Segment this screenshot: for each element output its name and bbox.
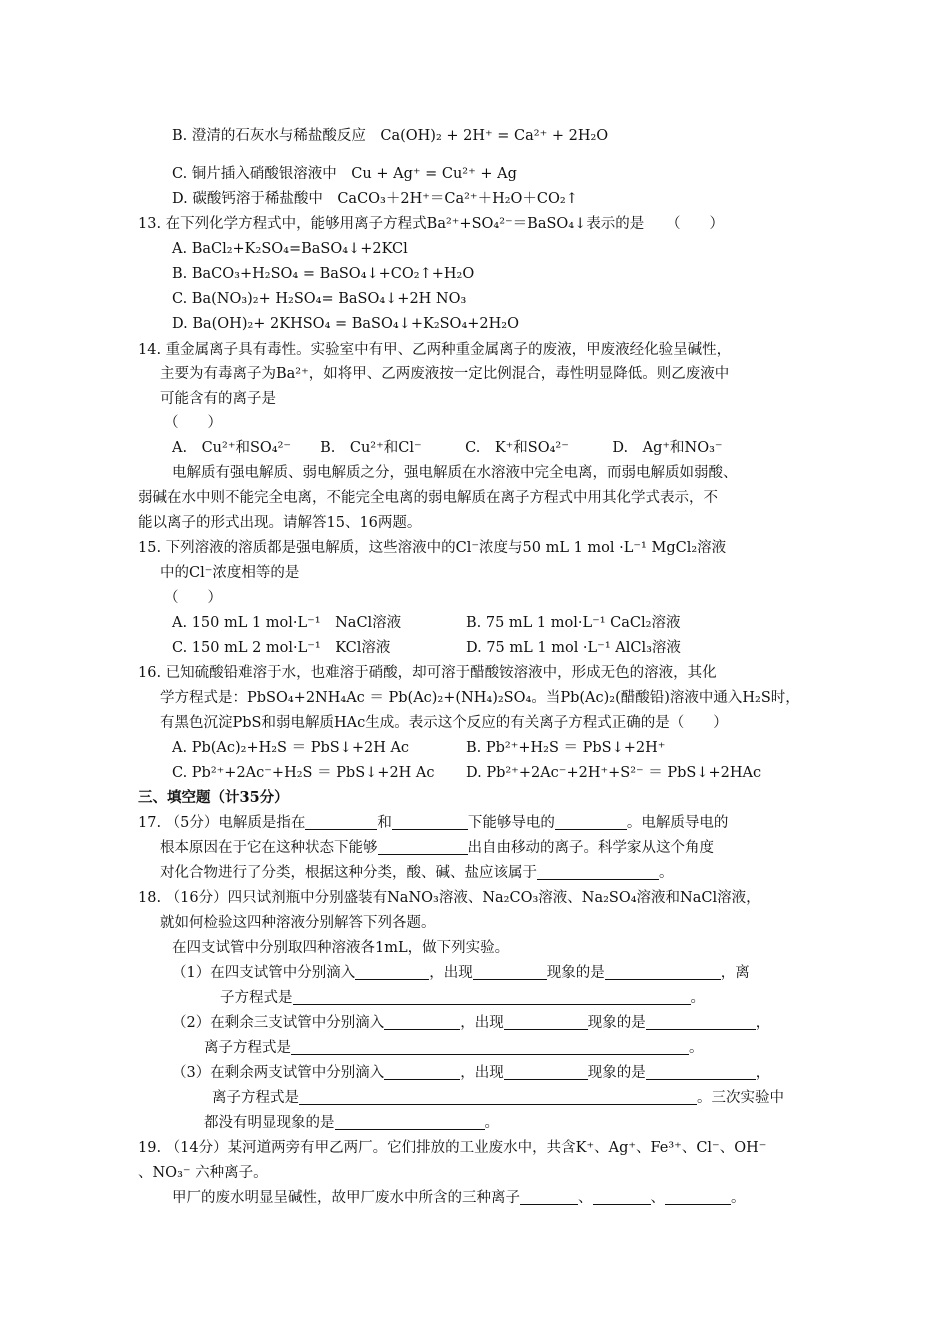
q19-text-a: 甲厂的废水明显呈碱性，故甲厂废水中所含的三种离子	[172, 1190, 520, 1206]
q17-blank-5[interactable]	[537, 864, 659, 880]
q18-p1-text-f: 。	[690, 990, 705, 1006]
q17-blank-3[interactable]	[555, 814, 627, 830]
question-16-line2: 学方程式是：PbSO₄+2NH₄Ac ＝ Pb(Ac)₂+(NH₄)₂SO₄。当Pb(Ac)₂(醋酸铅)溶液中通入H₂S时，	[160, 690, 800, 706]
q18-p1-blank-3[interactable]	[605, 964, 721, 980]
question-15-line2: 中的Cl⁻浓度相等的是	[160, 565, 300, 581]
q13-option-d: D. Ba(OH)₂+ 2KHSO₄ = BaSO₄↓+K₂SO₄+2H₂O	[172, 316, 519, 332]
q18-p3-blank-1[interactable]	[384, 1064, 460, 1080]
section-3-heading: 三、填空题（计35分）	[138, 789, 289, 806]
q18-part3-line1	[172, 1063, 770, 1083]
question-15-line1: 15. 下列溶液的溶质都是强电解质，这些溶液中的Cl⁻浓度与50 mL 1 mol ·L⁻¹ MgCl₂溶液	[138, 540, 727, 556]
q19-blank-3[interactable]	[665, 1189, 731, 1205]
q18-part2-line1	[172, 1013, 770, 1033]
q18-p3-blank-4[interactable]	[299, 1089, 697, 1105]
question-16-line3: 有黑色沉淀PbS和弱电解质HAc生成。表示这个反应的有关离子方程式正确的是（ ）	[160, 715, 728, 731]
q18-p3-text-g: 都没有明显现象的是	[204, 1115, 335, 1131]
q17-text-f: 出自由移动的离子。科学家从这个角度	[467, 840, 714, 856]
q17-text-g: 对化合物进行了分类，根据这种分类，酸、碱、盐应该属于	[160, 865, 537, 881]
q15-option-b: B. 75 mL 1 mol·L⁻¹ CaCl₂溶液	[466, 615, 681, 631]
question-18-line3: 在四支试管中分别取四种溶液各1mL，做下列实验。	[172, 940, 510, 956]
q18-p3-text-d: ，	[755, 1065, 771, 1081]
q16-option-c: C. Pb²⁺+2Ac⁻+H₂S ＝ PbS↓+2H Ac	[172, 765, 435, 781]
q18-p1-blank-4[interactable]	[293, 989, 691, 1005]
q17-text-e: 根本原因在于它在这种状态下能够	[160, 840, 378, 856]
question-18-line1: 18. （16分）四只试剂瓶中分别盛装有NaNO₃溶液、Na₂CO₃溶液、Na₂SO₄溶液和NaCl溶液，	[138, 890, 761, 906]
q17-blank-4[interactable]	[378, 839, 468, 855]
option-d-line: D. 碳酸钙溶于稀盐酸中 CaCO₃＋2H⁺＝Ca²⁺＋H₂O＋CO₂↑	[172, 191, 578, 207]
q18-p3-blank-2[interactable]	[504, 1064, 588, 1080]
q17-text-b: 和	[377, 815, 392, 831]
q18-p3-blank-3[interactable]	[646, 1064, 756, 1080]
q18-p2-text-d: ，	[755, 1015, 771, 1031]
q18-p2-text-a: （2）在剩余三支试管中分别滴入	[172, 1015, 385, 1031]
q18-p2-blank-3[interactable]	[646, 1014, 756, 1030]
paragraph-line2: 弱碱在水中则不能完全电离，不能完全电离的弱电解质在离子方程式中用其化学式表示，不	[138, 490, 718, 506]
question-17-line1	[138, 813, 728, 833]
q16-option-b: B. Pb²⁺+H₂S ＝ PbS↓+2H⁺	[466, 740, 666, 756]
q18-part1-line2	[220, 988, 705, 1008]
question-14-line3: 可能含有的离子是	[160, 391, 276, 407]
paragraph-line3: 能以离子的形式出现。请解答15、16两题。	[138, 515, 422, 531]
question-16-line1: 16. 已知硫酸铅难溶于水，也难溶于硝酸，却可溶于醋酸铵溶液中，形成无色的溶液，其化	[138, 665, 717, 681]
q17-blank-1[interactable]	[305, 814, 377, 830]
question-14-bracket: （ ）	[164, 415, 222, 431]
q18-p3-text-f: 。三次实验中	[697, 1090, 784, 1106]
q18-part3-line2	[212, 1088, 784, 1108]
q18-p3-text-h: 。	[484, 1115, 499, 1131]
q13-option-a: A. BaCl₂+K₂SO₄=BaSO₄↓+2KCl	[172, 241, 408, 257]
question-14-line1: 14. 重金属离子具有毒性。实验室中有甲、乙两种重金属离子的废液，甲废液经化验呈碱性，	[138, 342, 732, 358]
q17-text-c: 下能够导电的	[467, 815, 555, 831]
q18-p2-blank-4[interactable]	[291, 1039, 689, 1055]
q18-p3-text-a: （3）在剩余两支试管中分别滴入	[172, 1065, 385, 1081]
q14-options: A. Cu²⁺和SO₄²⁻ B. Cu²⁺和Cl⁻ C. K⁺和SO₄²⁻ D. Ag⁺和NO₃⁻	[172, 440, 723, 456]
q15-option-d: D. 75 mL 1 mol ·L⁻¹ AlCl₃溶液	[466, 640, 681, 656]
option-c-line: C. 铜片插入硝酸银溶液中 Cu + Ag⁺ = Cu²⁺ + Ag	[172, 166, 517, 182]
q18-p2-blank-2[interactable]	[504, 1014, 588, 1030]
q18-p2-text-e: 离子方程式是	[204, 1040, 291, 1056]
question-19-line3	[172, 1188, 746, 1208]
q18-p1-text-c: 现象的是	[546, 965, 605, 981]
q18-p1-text-e: 子方程式是	[220, 990, 293, 1006]
q17-blank-2[interactable]	[392, 814, 468, 830]
q18-p3-text-b: ，出现	[460, 1065, 504, 1081]
q13-option-c: C. Ba(NO₃)₂+ H₂SO₄= BaSO₄↓+2H NO₃	[172, 291, 467, 307]
question-15-bracket: （ ）	[164, 590, 222, 606]
question-17-line3	[160, 863, 674, 883]
q18-p3-text-c: 现象的是	[587, 1065, 646, 1081]
q15-option-c: C. 150 mL 2 mol·L⁻¹ KCl溶液	[172, 640, 391, 656]
q18-p1-blank-1[interactable]	[355, 964, 429, 980]
option-b-line: B. 澄清的石灰水与稀盐酸反应 Ca(OH)₂ + 2H⁺ = Ca²⁺ + 2H₂O	[172, 128, 609, 144]
q13-option-b: B. BaCO₃+H₂SO₄ = BaSO₄↓+CO₂↑+H₂O	[172, 266, 475, 282]
q18-p3-text-e: 离子方程式是	[212, 1090, 299, 1106]
q18-p1-text-a: （1）在四支试管中分别滴入	[172, 965, 356, 981]
q15-option-a: A. 150 mL 1 mol·L⁻¹ NaCl溶液	[172, 615, 402, 631]
q18-part2-line2	[204, 1038, 704, 1058]
q17-text-a: 17. （5分）电解质是指在	[138, 815, 306, 831]
question-14-line2: 主要为有毒离子为Ba²⁺，如将甲、乙两废液按一定比例混合，毒性明显降低。则乙废液中	[160, 366, 730, 382]
q18-p2-blank-1[interactable]	[384, 1014, 460, 1030]
question-13: 13. 在下列化学方程式中，能够用离子方程式Ba²⁺+SO₄²⁻＝BaSO₄↓表示的是 （ ）	[138, 216, 725, 232]
q16-option-d: D. Pb²⁺+2Ac⁻+2H⁺+S²⁻ ＝ PbS↓+2HAc	[466, 765, 762, 781]
q18-p2-text-b: ，出现	[460, 1015, 504, 1031]
q18-p1-blank-2[interactable]	[473, 964, 547, 980]
q18-part3-line3	[204, 1113, 499, 1133]
q18-p2-text-f: 。	[689, 1040, 704, 1056]
q16-option-a: A. Pb(Ac)₂+H₂S ＝ PbS↓+2H Ac	[172, 740, 410, 756]
question-17-line2	[160, 838, 714, 858]
q19-text-c: 、	[650, 1190, 665, 1206]
q19-blank-2[interactable]	[593, 1189, 651, 1205]
q19-text-d: 。	[731, 1190, 746, 1206]
question-18-line2: 就如何检验这四种溶液分别解答下列各题。	[160, 915, 436, 931]
q18-p2-text-c: 现象的是	[587, 1015, 646, 1031]
q19-text-b: 、	[578, 1190, 593, 1206]
q18-p3-blank-5[interactable]	[335, 1114, 485, 1130]
q18-p1-text-d: ，离	[720, 965, 750, 981]
q18-part1-line1	[172, 963, 750, 983]
q18-p1-text-b: ，出现	[429, 965, 473, 981]
paragraph-line1: 电解质有强电解质、弱电解质之分，强电解质在水溶液中完全电离，而弱电解质如弱酸、	[172, 465, 738, 481]
question-19-line1: 19. （14分）某河道两旁有甲乙两厂。它们排放的工业废水中，共含K⁺、Ag⁺、Fe³⁺、Cl⁻、OH⁻	[138, 1140, 767, 1156]
q17-text-h: 。	[659, 865, 674, 881]
q19-blank-1[interactable]	[520, 1189, 578, 1205]
question-19-line2: 、NO₃⁻ 六种离子。	[138, 1165, 268, 1181]
q17-text-d: 。电解质导电的	[626, 815, 729, 831]
